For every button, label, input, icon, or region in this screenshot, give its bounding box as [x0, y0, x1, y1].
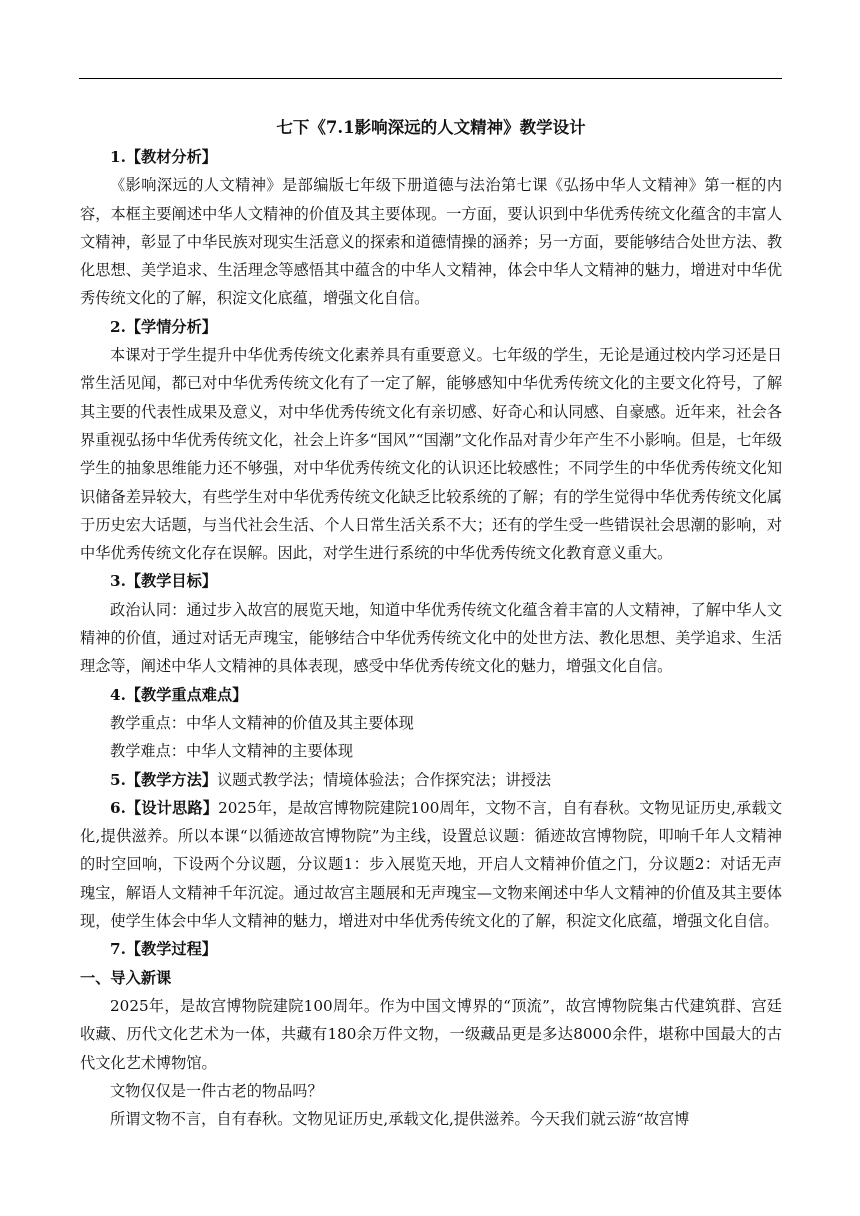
teaching-methods-line — [80, 766, 782, 794]
teaching-methods-text: 议题式教学法；情境体验法；合作探究法；讲授法 — [216, 770, 552, 789]
design-idea-paragraph — [80, 794, 782, 935]
section-heading-student-analysis: 2.【学情分析】 — [110, 317, 217, 336]
header-rule — [79, 78, 782, 79]
intro-paragraph-1: 2025年，是故宫博物院建院100周年。作为中国文博界的“顶流”，故宫博物院集古代建筑群、宫廷收藏、历代文化艺术为一体，共藏有180余万件文物，一级藏品更是多达8000余件，堪称中国最大的古代文化艺术博物馆。 — [80, 996, 782, 1072]
section-heading-key-points: 4.【教学重点难点】 — [110, 685, 248, 704]
textbook-analysis-paragraph: 《影响深远的人文精神》是部编版七年级下册道德与法治第七课《弘扬中华人文精神》第一框的内容，本框主要阐述中华人文精神的价值及其主要体现。一方面，要认识到中华优秀传统文化蕴含的丰富人文精神，彰显了中华民族对现实生活意义的探索和道德情操的涵养；另一方面，要能够结合处世方法、教化思想、美学追求、生活理念等感悟其中蕴含的中华人文精神，体会中华人文精神的魅力，增进对中华优秀传统文化的了解，积淀文化底蕴，增强文化自信。 — [80, 176, 782, 308]
document-title: 七下《7.1影响深远的人文精神》教学设计 — [276, 118, 586, 137]
key-point-line: 教学重点：中华人文精神的价值及其主要体现 — [110, 713, 414, 732]
document-body — [80, 113, 782, 1133]
section-heading-textbook-analysis: 1.【教材分析】 — [110, 148, 217, 166]
student-analysis-paragraph: 本课对于学生提升中华优秀传统文化素养具有重要意义。七年级的学生，无论是通过校内学习还是日常生活见闻，都已对中华优秀传统文化有了一定了解，能够感知中华优秀传统文化的主要文化符号，了解其主要的代表性成果及意义，对中华优秀传统文化有亲切感、好奇心和认同感、自豪感。近年来，社会各界重视弘扬中华优秀传统文化，社会上许多“国风”“国潮”文化作品对青少年产生不小影响。但是，七年级学生的抽象思维能力还不够强，对中华优秀传统文化的认识还比较感性；不同学生的中华优秀传统文化知识储备差异较大，有些学生对中华优秀传统文化缺乏比较系统的了解；有的学生觉得中华优秀传统文化属于历史宏大话题，与当代社会生活、个人日常生活关系不大；还有的学生受一些错误社会思潮的影响，对中华优秀传统文化存在误解。因此，对学生进行系统的中华优秀传统文化教育意义重大。 — [80, 346, 782, 563]
sub-heading-intro: 一、导入新课 — [80, 968, 172, 987]
section-heading-teaching-goals: 3.【教学目标】 — [110, 572, 217, 591]
section-heading-teaching-methods: 5.【教学方法】 — [110, 770, 217, 789]
design-idea-text: 2025年，是故宫博物院建院100周年，文物不言，自有春秋。文物见证历史,承载文化,提供滋养。所以本课“以循迹故宫博物院”为主线，设置总议题：循迹故宫博物院，叩响千年人文精神的时空回响，下设两个分议题，分议题1：步入展览天地，开启人文精神价值之门，分议题2：对话无声瑰宝，解语人文精神千年沉淀。通过故宫主题展和无声瑰宝—文物来阐述中华人文精神的价值及其主要体现，使学生体会中华人文精神的魅力，增进对中华优秀传统文化的了解，积淀文化底蕴，增强文化自信。 — [80, 798, 783, 931]
section-heading-design-idea: 6.【设计思路】 — [110, 798, 219, 817]
intro-paragraph-2: 文物仅仅是一件古老的物品吗？ — [110, 1081, 323, 1100]
intro-paragraph-3: 所谓文物不言，自有春秋。文物见证历史,承载文化,提供滋养。今天我们就云游“故宫博 — [110, 1110, 690, 1129]
difficulty-line: 教学难点：中华人文精神的主要体现 — [110, 742, 353, 761]
teaching-goals-paragraph: 政治认同：通过步入故宫的展览天地，知道中华优秀传统文化蕴含着丰富的人文精神，了解中华人文精神的价值，通过对话无声瑰宝，能够结合中华优秀传统文化中的处世方法、教化思想、美学追求、生活理念等，阐述中华人文精神的具体表现，感受中华优秀传统文化的魅力，增强文化自信。 — [80, 600, 782, 676]
section-heading-teaching-process: 7.【教学过程】 — [110, 940, 217, 959]
